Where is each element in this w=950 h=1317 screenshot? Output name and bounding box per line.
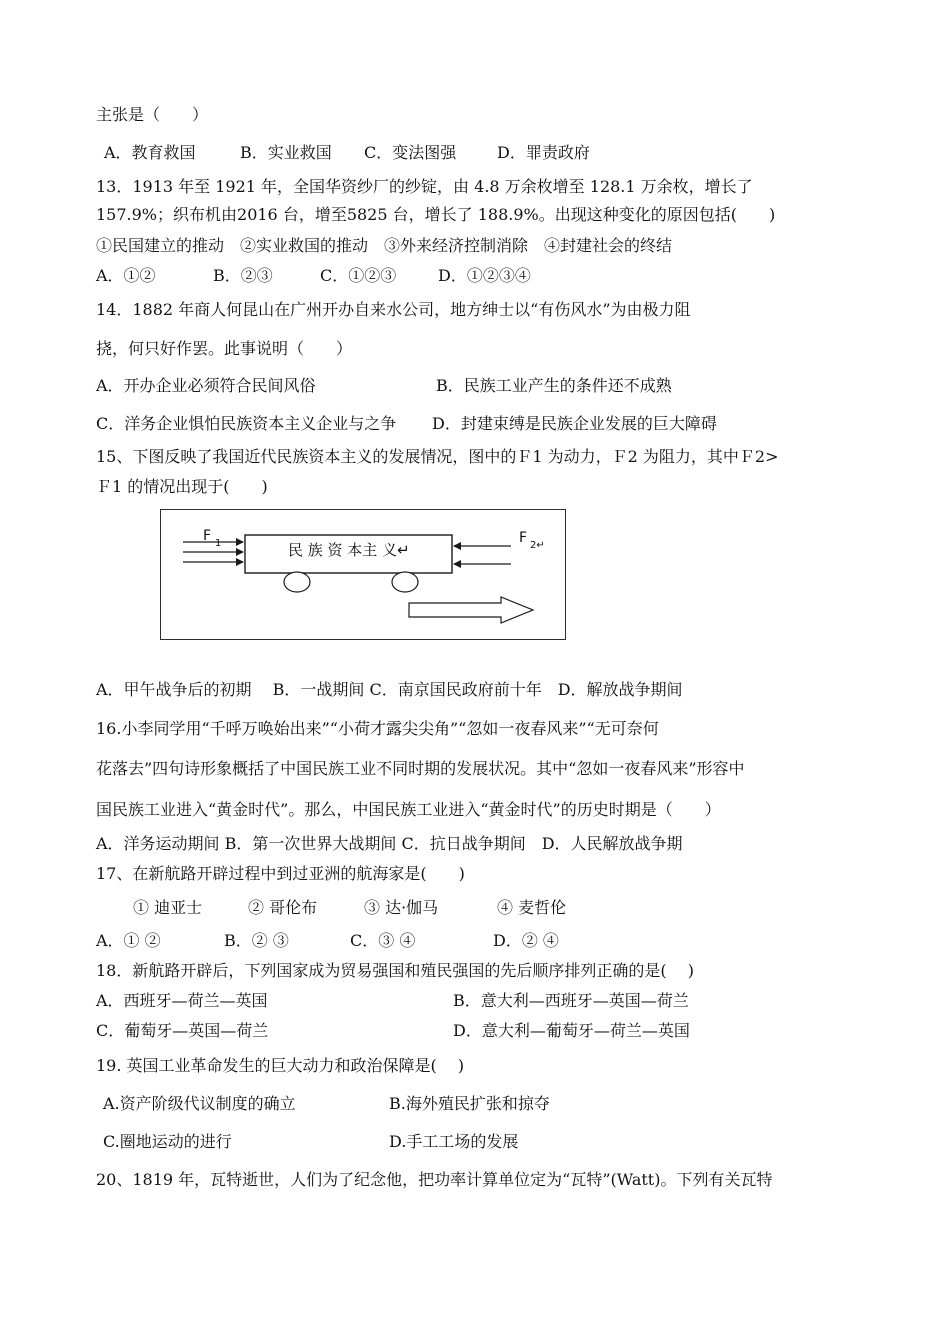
q18-option-b: B．意大利—西班牙—英国—荷兰 bbox=[453, 991, 689, 1010]
q19-option-d: D.手工工场的发展 bbox=[389, 1132, 519, 1151]
direction-arrow bbox=[409, 597, 533, 623]
force-diagram bbox=[160, 509, 566, 640]
q19-option-c: C.圈地运动的进行 bbox=[103, 1132, 232, 1151]
q17-stem: 17、在新航路开辟过程中到过亚洲的航海家是( ) bbox=[96, 864, 465, 883]
q19-stem: 19. 英国工业革命发生的巨大动力和政治保障是( ) bbox=[96, 1056, 465, 1075]
q12-option-a: A．教育救国 bbox=[104, 143, 196, 162]
capitalism-label: 民 族 资 本主 义↵ bbox=[288, 541, 410, 559]
wheel-left bbox=[284, 572, 310, 592]
q13-items: ①民国建立的推动 ②实业救国的推动 ③外来经济控制消除 ④封建社会的终结 bbox=[96, 236, 673, 255]
q16-stem-line3: 国民族工业进入“黄金时代”。那么，中国民族工业进入“黄金时代”的历史时期是（ ） bbox=[96, 800, 721, 819]
q12-option-d: D．罪责政府 bbox=[497, 143, 590, 162]
q19-option-b: B.海外殖民扩张和掠夺 bbox=[389, 1094, 550, 1113]
q13-stem-line2: 157.9%；织布机由2016 台，增至5825 台，增长了 188.9%。出现这种变化的原因包括( ) bbox=[96, 205, 776, 224]
q18-stem: 18．新航路开辟后，下列国家成为贸易强国和殖民强国的先后顺序排列正确的是( ) bbox=[96, 961, 694, 980]
q13-stem-line1: 13．1913 年至 1921 年，全国华资纱厂的纱锭，由 4.8 万余枚增至 128.1 万余枚，增长了 bbox=[96, 177, 753, 196]
q13-option-d: D．①②③④ bbox=[438, 266, 531, 285]
q13-option-c: C．①②③ bbox=[320, 266, 397, 285]
q14-stem-line2: 挠，何只好作罢。此事说明（ ） bbox=[96, 339, 353, 358]
q14-stem-line1: 14．1882 年商人何昆山在广州开办自来水公司，地方绅士以“有伤风水”为由极力阻 bbox=[96, 300, 691, 319]
q17-item-3: ③ 达·伽马 bbox=[364, 898, 439, 917]
f2-label: F bbox=[519, 530, 528, 546]
f2-subscript: 2↵ bbox=[530, 540, 545, 551]
q17-item-4: ④ 麦哲伦 bbox=[497, 898, 567, 917]
q18-option-a: A．西班牙—荷兰—英国 bbox=[96, 991, 268, 1010]
q17-option-a: A．① ② bbox=[96, 931, 161, 950]
q12-option-c: C．变法图强 bbox=[364, 143, 457, 162]
wheel-right bbox=[392, 572, 418, 592]
q13-option-b: B．②③ bbox=[213, 266, 273, 285]
q16-stem-line2: 花落去”四句诗形象概括了中国民族工业不同时期的发展状况。其中“忽如一夜春风来”形容中 bbox=[96, 759, 745, 778]
q14-option-c: C．洋务企业惧怕民族资本主义企业与之争 bbox=[96, 414, 397, 433]
q14-option-d: D．封建束缚是民族企业发展的巨大障碍 bbox=[432, 414, 717, 433]
q17-option-c: C．③ ④ bbox=[350, 931, 416, 950]
q15-stem-line1: 15、下图反映了我国近代民族资本主义的发展情况，图中的Ｆ1 为动力，Ｆ2 为阻力，其中Ｆ2> bbox=[96, 447, 779, 466]
q14-option-a: A．开办企业必须符合民间风俗 bbox=[96, 376, 316, 395]
q15-stem-line2: Ｆ1 的情况出现于( ) bbox=[96, 477, 268, 496]
q20-stem-line1: 20、1819 年，瓦特逝世，人们为了纪念他，把功率计算单位定为“瓦特”(Watt)。下列有关瓦特 bbox=[96, 1170, 773, 1189]
q18-option-c: C．葡萄牙—英国—荷兰 bbox=[96, 1021, 269, 1040]
q16-stem-line1: 16.小李同学用“千呼万唤始出来”“小荷才露尖尖角”“忽如一夜春风来”“无可奈何 bbox=[96, 719, 659, 738]
force-diagram-svg bbox=[161, 510, 565, 639]
q17-option-d: D．② ④ bbox=[493, 931, 559, 950]
q16-options: A．洋务运动期间 B．第一次世界大战期间 C．抗日战争期间 D．人民解放战争期 bbox=[96, 834, 683, 853]
q14-option-b: B．民族工业产生的条件还不成熟 bbox=[436, 376, 672, 395]
q19-option-a: A.资产阶级代议制度的确立 bbox=[103, 1094, 296, 1113]
q15-options: A．甲午战争后的初期 B．一战期间 C．南京国民政府前十年 D．解放战争期间 bbox=[96, 680, 683, 699]
q17-item-1: ① 迪亚士 bbox=[133, 898, 203, 917]
q17-item-2: ② 哥伦布 bbox=[248, 898, 318, 917]
f1-subscript: 1 bbox=[215, 538, 222, 549]
q12-option-b: B．实业救国 bbox=[240, 143, 332, 162]
q17-option-b: B．② ③ bbox=[224, 931, 289, 950]
f1-label: F bbox=[203, 528, 212, 544]
q13-option-a: A．①② bbox=[96, 266, 156, 285]
q18-option-d: D．意大利—葡萄牙—荷兰—英国 bbox=[453, 1021, 690, 1040]
q12-stem-tail: 主张是（ ） bbox=[96, 105, 209, 124]
